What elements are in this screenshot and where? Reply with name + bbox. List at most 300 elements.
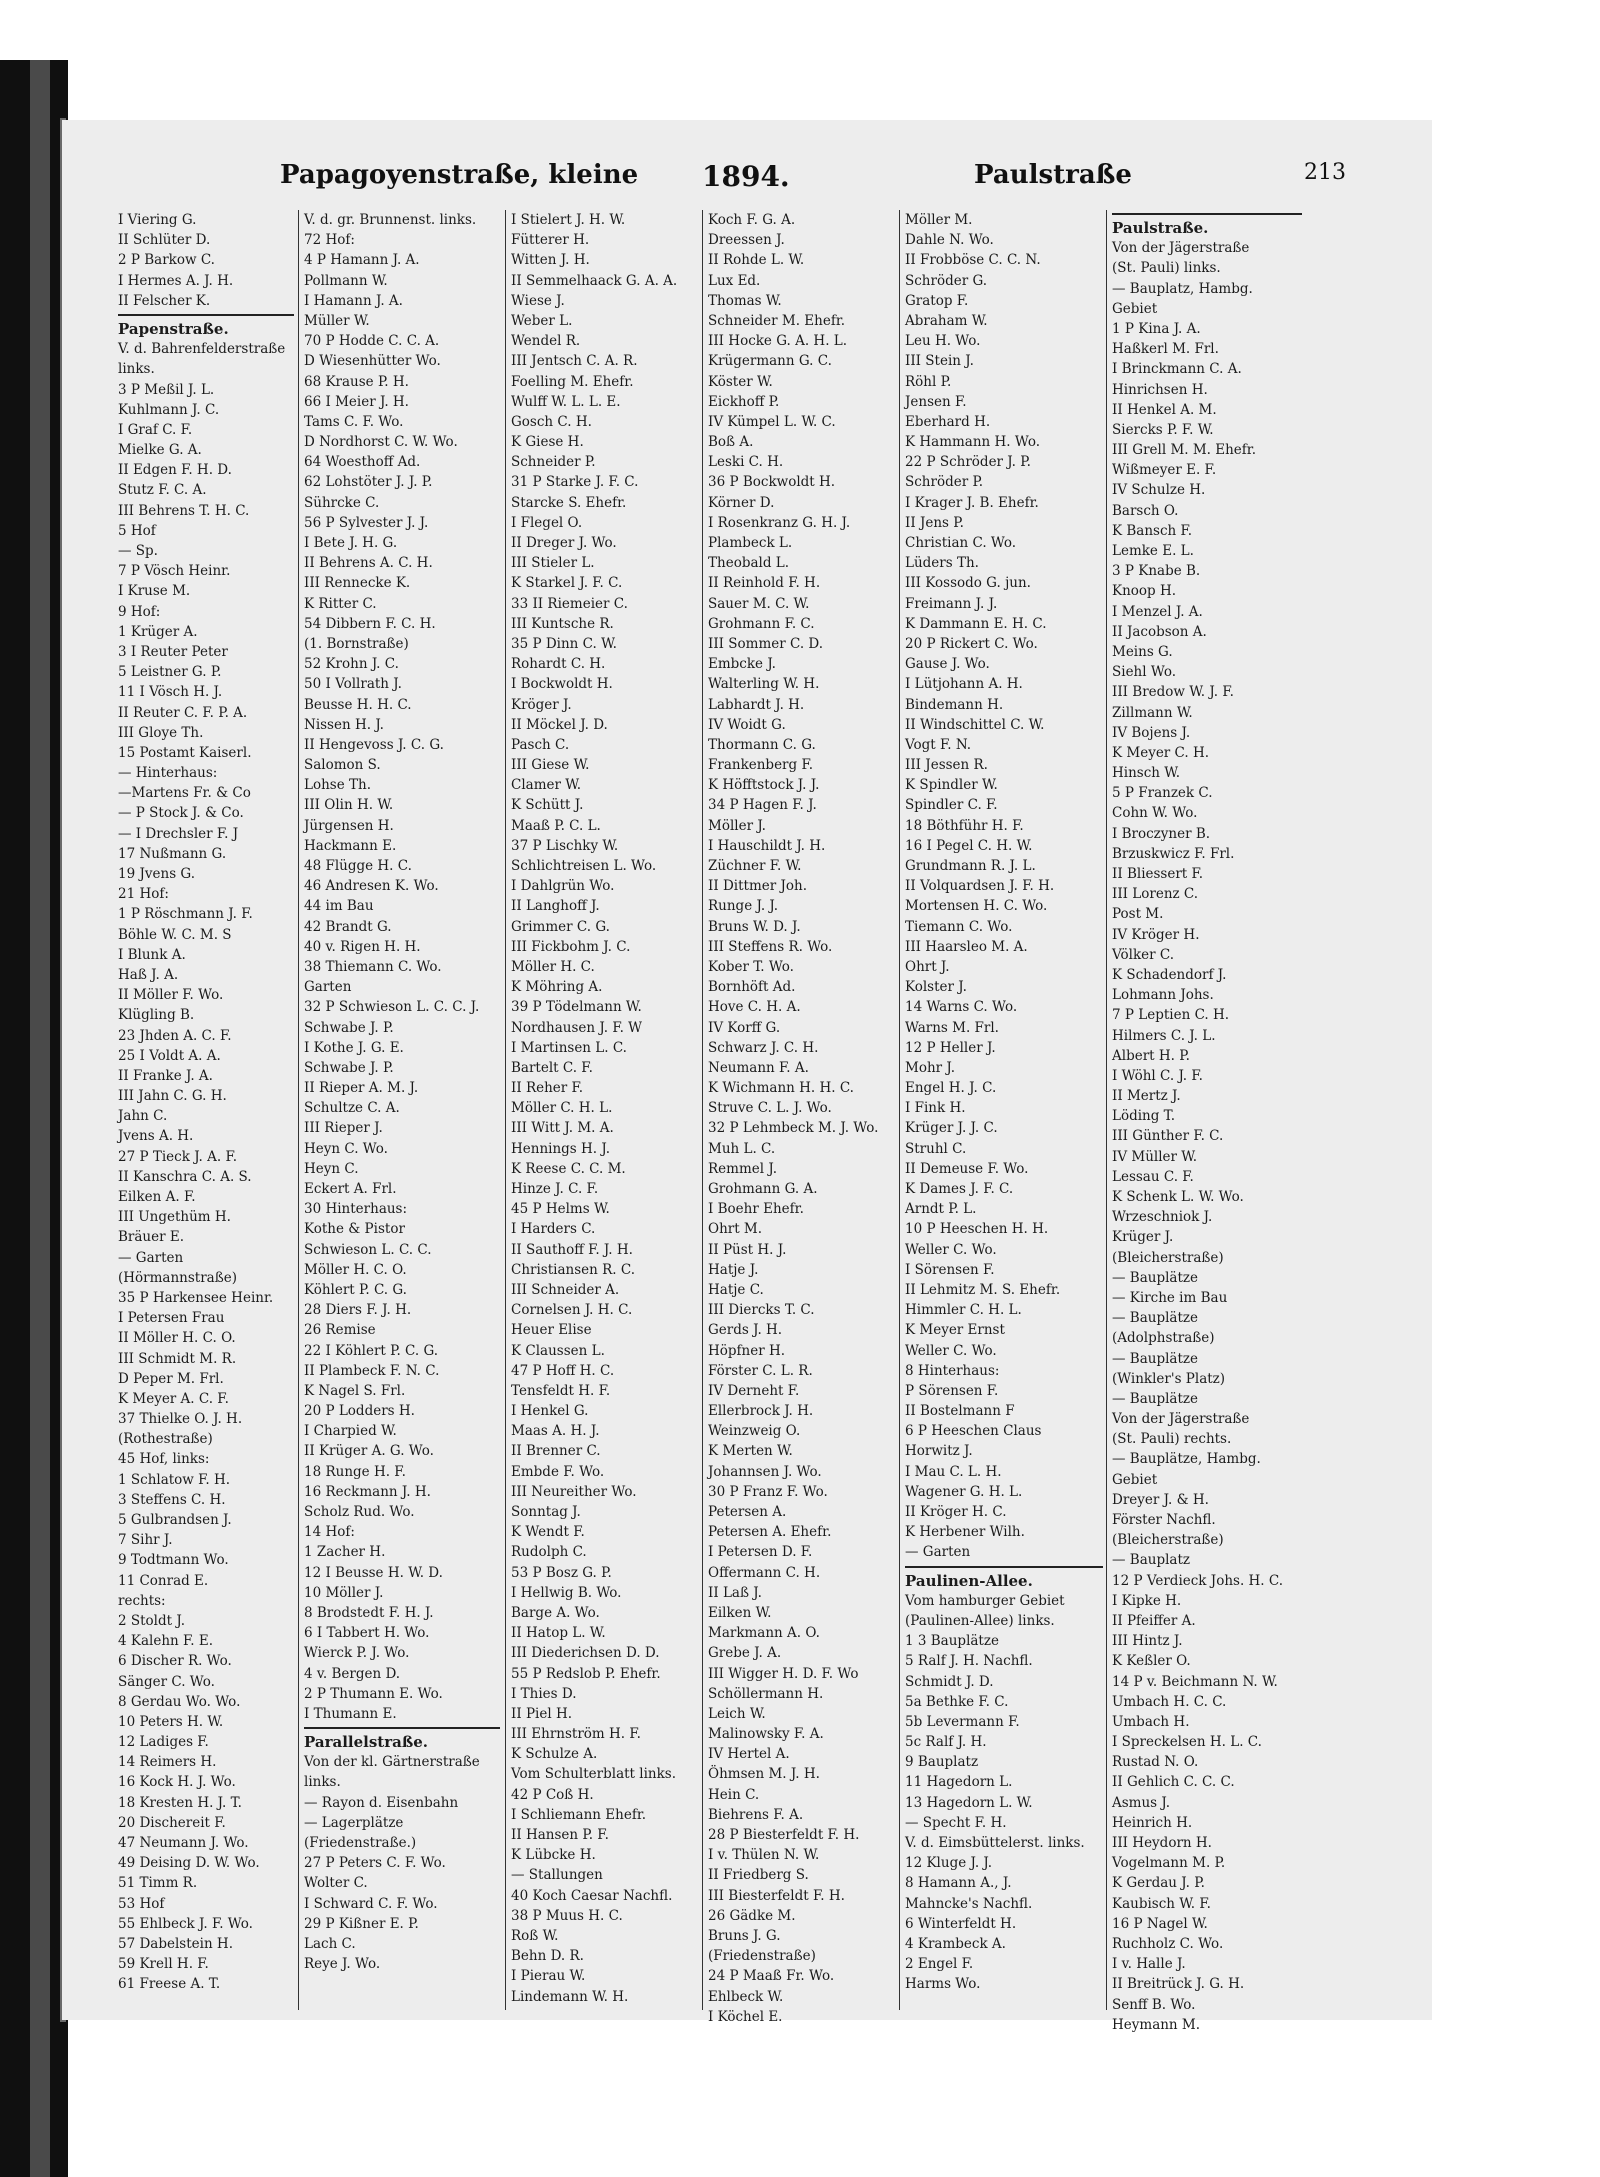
- directory-entry: (Rothestraße): [118, 1431, 213, 1448]
- directory-page: [62, 120, 1432, 2033]
- directory-entry: 42 P Coß H.: [511, 1786, 594, 1803]
- directory-entry: K Meyer A. C. F.: [118, 1390, 229, 1407]
- directory-entry: Offermann C. H.: [708, 1564, 821, 1581]
- scan-binding-inner: [30, 60, 50, 2177]
- directory-entry: II Dreger J. Wo.: [511, 535, 617, 551]
- directory-entry: Petersen A. Ehefr.: [708, 1524, 832, 1541]
- directory-entry: Kolster J.: [905, 979, 967, 996]
- directory-entry: — Bauplätze: [1112, 1390, 1198, 1407]
- directory-entry: II Reher F.: [511, 1080, 584, 1097]
- directory-entry: Bindemann H.: [905, 696, 1004, 713]
- directory-entry: II Bostelmann F: [905, 1403, 1015, 1420]
- directory-entry: II Semmelhaack G. A. A.: [511, 272, 678, 289]
- directory-entry: Eickhoff P.: [708, 393, 780, 410]
- directory-entry: I v. Halle J.: [1112, 1956, 1186, 1973]
- directory-entry: 16 I Pegel C. H. W.: [905, 837, 1033, 854]
- directory-entry: K Lübcke H.: [511, 1847, 596, 1864]
- directory-entry: Stutz F. C. A.: [118, 482, 207, 499]
- directory-entry: III Biesterfeldt F. H.: [708, 1887, 845, 1904]
- directory-entry: Völker C.: [1112, 946, 1175, 963]
- directory-entry: Clamer W.: [511, 777, 582, 794]
- directory-entry: 31 P Starke J. F. C.: [511, 474, 639, 491]
- directory-entry: Arndt P. L.: [905, 1201, 977, 1218]
- directory-entry: 42 Brandt G.: [304, 918, 392, 935]
- directory-entry: Krüger J.: [1112, 1229, 1174, 1246]
- directory-entry: Lindemann W. H.: [511, 1988, 629, 2005]
- column-rule-5: [1106, 210, 1107, 2010]
- directory-entry: Rustad N. O.: [1112, 1754, 1199, 1771]
- directory-entry: K Meyer C. H.: [1112, 744, 1210, 761]
- directory-entry: I Hamann J. A.: [304, 292, 403, 309]
- directory-entry: P Sörensen F.: [905, 1382, 999, 1399]
- directory-entry: I Spreckelsen H. L. C.: [1112, 1734, 1262, 1751]
- directory-entry: Krügermann G. C.: [708, 353, 832, 370]
- directory-entry: Albert H. P.: [1112, 1047, 1190, 1064]
- directory-entry: I Harders C.: [511, 1221, 596, 1238]
- directory-entry: 55 Ehlbeck J. F. Wo.: [118, 1915, 253, 1932]
- directory-entry: Koch F. G. A.: [708, 212, 796, 228]
- directory-entry: 26 Remise: [304, 1322, 376, 1339]
- directory-entry: Wiese J.: [511, 292, 565, 309]
- directory-entry: (Bleicherstraße): [1112, 1532, 1224, 1549]
- directory-entry: Jahn C.: [118, 1108, 168, 1125]
- directory-entry: Mortensen H. C. Wo.: [905, 898, 1048, 915]
- directory-entry: Barsch O.: [1112, 502, 1179, 519]
- directory-entry: Himmler C. H. L.: [905, 1302, 1022, 1319]
- directory-entry: III Lorenz C.: [1112, 886, 1199, 903]
- directory-entry: 5a Bethke F. C.: [905, 1693, 1009, 1710]
- directory-entry: III Kuntsche R.: [511, 615, 614, 632]
- directory-entry: Züchner F. W.: [708, 858, 802, 874]
- directory-entry: I Sörensen F.: [905, 1261, 995, 1278]
- directory-entry: 7 Sihr J.: [118, 1532, 173, 1549]
- directory-entry: II Sauthoff F. J. H.: [511, 1241, 633, 1258]
- directory-entry: II Reinhold F. H.: [708, 575, 821, 592]
- section-rule: [1112, 213, 1302, 215]
- directory-entry: I Bete J. H. G.: [304, 535, 398, 551]
- directory-entry: 18 Böthführ H. F.: [905, 817, 1024, 834]
- directory-entry: 49 Deising D. W. Wo.: [118, 1855, 260, 1872]
- directory-entry: Eberhard H.: [905, 413, 991, 430]
- scan-binding-edge: [0, 60, 68, 2177]
- directory-entry: 1 Schlatow F. H.: [118, 1471, 231, 1488]
- directory-entry: Siercks P. F. W.: [1112, 421, 1214, 438]
- directory-entry: II Lehmitz M. S. Ehefr.: [905, 1281, 1061, 1298]
- directory-entry: Leski C. H.: [708, 454, 784, 471]
- directory-entry: Hove C. H. A.: [708, 999, 801, 1016]
- directory-entry: 12 P Verdieck Johs. H. C.: [1112, 1572, 1284, 1589]
- directory-entry: Öhmsen M. J. H.: [708, 1766, 820, 1783]
- directory-entry: Ehlbeck W.: [708, 1988, 784, 2005]
- directory-entry: Muh L. C.: [708, 1140, 776, 1157]
- directory-entry: 62 Lohstöter J. J. P.: [304, 474, 433, 491]
- directory-entry: I Pierau W.: [511, 1968, 586, 1985]
- directory-entry: Ohrt M.: [708, 1221, 763, 1238]
- directory-entry: 6 Winterfeldt H.: [905, 1915, 1017, 1932]
- directory-entry: Bornhöft Ad.: [708, 979, 796, 996]
- directory-entry: 26 Gädke M.: [708, 1907, 796, 1924]
- directory-entry: Schöllermann H.: [708, 1685, 824, 1702]
- directory-entry: 12 P Heller J.: [905, 1039, 996, 1056]
- directory-entry: Haßkerl M. Frl.: [1112, 341, 1219, 358]
- directory-entry: Jürgensen H.: [304, 817, 394, 834]
- directory-entry: 8 Hamann A., J.: [905, 1875, 1012, 1892]
- directory-entry: 33 II Riemeier C.: [511, 595, 628, 612]
- directory-entry: 2 Stoldt J.: [118, 1612, 186, 1629]
- directory-entry: Grohmann F. C.: [708, 615, 815, 632]
- directory-entry: 1 Krüger A.: [118, 623, 198, 640]
- directory-entry: 14 Reimers H.: [118, 1754, 217, 1771]
- directory-entry: IV Schulze H.: [1112, 482, 1206, 499]
- directory-entry: Thormann C. G.: [708, 736, 816, 753]
- directory-entry: Hackmann E.: [304, 837, 397, 854]
- directory-entry: Schmidt J. D.: [905, 1673, 994, 1690]
- directory-entry: (St. Pauli) rechts.: [1112, 1431, 1232, 1448]
- directory-entry: 5 Gulbrandsen J.: [118, 1512, 232, 1528]
- directory-entry: I Hellwig B. Wo.: [511, 1584, 622, 1601]
- header-right-street: Paulstraße: [974, 160, 1132, 190]
- directory-entry: 23 Jhden A. C. F.: [118, 1027, 232, 1044]
- directory-entry: 1 Zacher H.: [304, 1544, 386, 1561]
- directory-entry: Klügling B.: [118, 1007, 195, 1024]
- directory-entry: Hatje C.: [708, 1281, 764, 1298]
- directory-entry: Möller M.: [905, 212, 973, 228]
- directory-entry: III Fickbohm J. C.: [511, 938, 631, 955]
- directory-entry: IV Woidt G.: [708, 716, 786, 733]
- directory-entry: Mielke G. A.: [118, 442, 202, 459]
- directory-entry: III Ungethüm H.: [118, 1209, 231, 1226]
- directory-entry: Sänger C. Wo.: [118, 1673, 215, 1690]
- directory-entry: 19 Jvens G.: [118, 866, 196, 882]
- directory-entry: II Kanschra C. A. S.: [118, 1168, 252, 1185]
- directory-entry: Höpfner H.: [708, 1342, 786, 1359]
- directory-entry: Heyn C. Wo.: [304, 1140, 388, 1157]
- directory-entry: Hennings H. J.: [511, 1140, 611, 1157]
- directory-entry: 66 I Meier J. H.: [304, 393, 409, 410]
- directory-entry: Barge A. Wo.: [511, 1604, 600, 1621]
- directory-entry: Möller H. C. O.: [304, 1261, 407, 1278]
- directory-entry: Lohmann Johs.: [1112, 987, 1214, 1004]
- directory-entry: 6 Discher R. Wo.: [118, 1653, 232, 1670]
- directory-entry: III Giese W.: [511, 757, 590, 774]
- directory-entry: K Dammann E. H. C.: [905, 615, 1047, 632]
- directory-entry: I Kipke H.: [1112, 1592, 1182, 1609]
- directory-entry: Löding T.: [1112, 1108, 1175, 1125]
- directory-entry: Embcke J.: [708, 656, 776, 673]
- directory-entry: Cornelsen J. H. C.: [511, 1302, 633, 1319]
- directory-entry: Hinsch W.: [1112, 765, 1181, 782]
- directory-entry: II Kröger H. C.: [905, 1504, 1007, 1520]
- street-heading: Papenstraße.: [118, 319, 229, 338]
- directory-entry: Remmel J.: [708, 1160, 778, 1177]
- directory-entry: 38 Thiemann C. Wo.: [304, 958, 442, 975]
- directory-entry: Struhl C.: [905, 1140, 967, 1157]
- directory-entry: Köhlert P. C. G.: [304, 1281, 407, 1298]
- directory-entry: V. d. Bahrenfelderstraße: [118, 341, 286, 358]
- directory-entry: Harms Wo.: [905, 1976, 981, 1993]
- directory-entry: Lohse Th.: [304, 777, 371, 794]
- directory-entry: 22 P Schröder J. P.: [905, 454, 1031, 471]
- directory-entry: 27 P Tieck J. A. F.: [118, 1148, 238, 1165]
- directory-entry: 56 P Sylvester J. J.: [304, 514, 429, 531]
- directory-entry: 38 P Muus H. C.: [511, 1907, 623, 1924]
- directory-entry: Runge J. J.: [708, 898, 779, 915]
- directory-entry: Sührcke C.: [304, 494, 380, 511]
- directory-entry: I Schliemann Ehefr.: [511, 1806, 647, 1823]
- directory-entry: Bruns W. D. J.: [708, 918, 801, 935]
- directory-entry: Gebiet: [1112, 300, 1158, 317]
- column-rule-4: [899, 210, 900, 2010]
- directory-entry: 3 P Knabe B.: [1112, 563, 1201, 580]
- directory-entry: K Hammann H. Wo.: [905, 434, 1041, 451]
- directory-entry: 22 I Köhlert P. C. G.: [304, 1342, 439, 1359]
- directory-entry: 36 P Bockwoldt H.: [708, 474, 836, 491]
- directory-entry: Tiemann C. Wo.: [905, 918, 1013, 935]
- directory-entry: 16 P Nagel W.: [1112, 1915, 1208, 1932]
- directory-entry: 30 Hinterhaus:: [304, 1201, 408, 1218]
- directory-entry: Wierck P. J. Wo.: [304, 1645, 410, 1662]
- directory-entry: 27 P Peters C. F. Wo.: [304, 1855, 446, 1872]
- directory-entry: Malinowsky F. A.: [708, 1726, 824, 1743]
- directory-entry: Kothe & Pistor: [304, 1221, 405, 1238]
- directory-entry: I Fink H.: [905, 1100, 966, 1117]
- directory-entry: 1 P Kina J. A.: [1112, 320, 1201, 337]
- directory-entry: Bartelt C. F.: [511, 1059, 593, 1076]
- directory-entry: K Keßler O.: [1112, 1653, 1191, 1670]
- street-heading: Parallelstraße.: [304, 1733, 429, 1752]
- directory-entry: Nordhausen J. F. W: [511, 1019, 643, 1036]
- directory-entry: II Rieper A. M. J.: [304, 1080, 419, 1097]
- directory-entry: Zillmann W.: [1112, 704, 1193, 721]
- directory-entry: Gerds J. H.: [708, 1322, 783, 1339]
- directory-entry: Embde F. Wo.: [511, 1463, 605, 1480]
- directory-entry: II Piel H.: [511, 1705, 573, 1722]
- directory-entry: (Paulinen-Allee) links.: [905, 1612, 1055, 1629]
- directory-entry: Umbach H.: [1112, 1713, 1190, 1730]
- directory-entry: 70 P Hodde C. C. A.: [304, 333, 440, 350]
- directory-entry: — Bauplätze: [1112, 1310, 1198, 1327]
- directory-entry: 5 Ralf J. H. Nachfl.: [905, 1653, 1033, 1670]
- directory-entry: II Plambeck F. N. C.: [304, 1362, 440, 1379]
- directory-entry: 24 P Maaß Fr. Wo.: [708, 1968, 835, 1985]
- directory-entry: 30 P Franz F. Wo.: [708, 1483, 828, 1500]
- directory-entry: 14 Hof:: [304, 1524, 355, 1541]
- directory-entry: K Herbener Wilh.: [905, 1524, 1025, 1541]
- directory-entry: I Schward C. F. Wo.: [304, 1895, 438, 1912]
- directory-entry: (Winkler's Platz): [1112, 1370, 1226, 1387]
- directory-entry: Plambeck L.: [708, 535, 793, 551]
- directory-entry: Beusse H. H. C.: [304, 696, 412, 713]
- directory-entry: 9 Bauplatz: [905, 1754, 979, 1771]
- directory-entry: I Brinckmann C. A.: [1112, 361, 1242, 378]
- directory-entry: Senff B. Wo.: [1112, 1996, 1196, 2013]
- directory-entry: Cohn W. Wo.: [1112, 805, 1198, 822]
- directory-entry: Hein C.: [708, 1786, 760, 1803]
- directory-entry: 2 P Barkow C.: [118, 252, 215, 269]
- directory-entry: 50 I Vollrath J.: [304, 676, 402, 693]
- directory-entry: Rohardt C. H.: [511, 656, 606, 673]
- directory-entry: Sonntag J.: [511, 1504, 581, 1520]
- directory-entry: 6 P Heeschen Claus: [905, 1423, 1042, 1440]
- directory-entry: Witten J. H.: [511, 252, 590, 269]
- directory-entry: III Diercks T. C.: [708, 1302, 815, 1319]
- directory-entry: III Witt J. M. A.: [511, 1120, 614, 1137]
- directory-entry: IV Hertel A.: [708, 1746, 790, 1763]
- directory-entry: K Schulze A.: [511, 1746, 598, 1763]
- directory-entry: Böhle W. C. M. S: [118, 926, 232, 943]
- directory-entry: 34 P Hagen F. J.: [708, 797, 817, 814]
- directory-entry: — Bauplätze, Hambg.: [1112, 1451, 1261, 1468]
- directory-entry: Ruchholz C. Wo.: [1112, 1935, 1224, 1952]
- directory-entry: 29 P Kißner E. P.: [304, 1915, 419, 1932]
- directory-entry: Körner D.: [708, 494, 775, 511]
- directory-entry: 47 P Hoff H. C.: [511, 1362, 615, 1379]
- directory-entry: 11 I Vösch H. J.: [118, 684, 223, 701]
- directory-entry: 35 P Dinn C. W.: [511, 635, 617, 652]
- directory-entry: II Friedberg S.: [708, 1867, 809, 1884]
- directory-entry: — I Drechsler F. J: [118, 825, 239, 842]
- directory-entry: 16 Kock H. J. Wo.: [118, 1774, 236, 1791]
- directory-entry: K Gerdau J. P.: [1112, 1875, 1205, 1892]
- directory-entry: IV Kröger H.: [1112, 926, 1200, 943]
- directory-entry: III Jentsch C. A. R.: [511, 353, 638, 370]
- directory-entry: 12 Kluge J. J.: [905, 1855, 993, 1872]
- directory-entry: K Meyer Ernst: [905, 1322, 1005, 1339]
- directory-entry: II Reuter C. F. P. A.: [118, 704, 248, 721]
- directory-entry: III Rennecke K.: [304, 575, 411, 592]
- directory-entry: 9 Hof:: [118, 603, 161, 620]
- directory-entry: Jvens A. H.: [118, 1128, 194, 1145]
- directory-entry: Sauer M. C. W.: [708, 595, 810, 612]
- directory-entry: Tams C. F. Wo.: [304, 413, 404, 430]
- directory-entry: III Schneider A.: [511, 1281, 620, 1298]
- directory-entry: II Franke J. A.: [118, 1067, 213, 1084]
- directory-entry: I Thies D.: [511, 1685, 577, 1702]
- directory-entry: — Specht F. H.: [905, 1814, 1007, 1831]
- directory-entry: Von der Jägerstraße: [1112, 240, 1250, 257]
- directory-entry: IV Korff G.: [708, 1019, 781, 1036]
- directory-entry: Dahle N. Wo.: [905, 232, 994, 249]
- directory-entry: — Bauplätze: [1112, 1350, 1198, 1367]
- directory-entry: 59 Krell H. F.: [118, 1956, 209, 1973]
- directory-entry: Frankenberg F.: [708, 757, 814, 774]
- directory-entry: K Wichmann H. H. C.: [708, 1080, 854, 1097]
- directory-entry: Hinze J. C. F.: [511, 1181, 599, 1197]
- directory-entry: 4 P Hamann J. A.: [304, 252, 420, 269]
- column-rule-1: [298, 210, 299, 2010]
- directory-entry: 14 Warns C. Wo.: [905, 999, 1018, 1016]
- directory-entry: III Schmidt M. R.: [118, 1350, 237, 1367]
- directory-entry: Horwitz J.: [905, 1443, 973, 1460]
- directory-entry: I Stielert J. H. W.: [511, 212, 626, 228]
- directory-entry: Pasch C.: [511, 736, 570, 753]
- directory-entry: Vogt F. N.: [905, 736, 972, 753]
- directory-entry: II Möller H. C. O.: [118, 1330, 236, 1347]
- directory-entry: 37 Thielke O. J. H.: [118, 1411, 243, 1428]
- directory-entry: II Breitrück J. G. H.: [1112, 1976, 1245, 1993]
- directory-entry: Wißmeyer E. F.: [1112, 462, 1217, 479]
- directory-entry: K Möhring A.: [511, 979, 603, 996]
- directory-entry: Roß W.: [511, 1927, 559, 1944]
- directory-entry: Eilken W.: [708, 1604, 772, 1621]
- directory-entry: Lach C.: [304, 1935, 356, 1952]
- directory-entry: Asmus J.: [1112, 1794, 1171, 1811]
- directory-entry: I Menzel J. A.: [1112, 603, 1203, 620]
- directory-entry: I Broczyner B.: [1112, 825, 1211, 842]
- directory-entry: I Henkel G.: [511, 1403, 589, 1420]
- directory-entry: II Demeuse F. Wo.: [905, 1160, 1029, 1177]
- directory-entry: 5 P Franzek C.: [1112, 785, 1213, 802]
- directory-entry: 10 Peters H. W.: [118, 1713, 224, 1730]
- directory-entry: IV Derneht F.: [708, 1382, 800, 1399]
- directory-entry: 5 Leistner G. P.: [118, 664, 222, 681]
- directory-entry: Neumann F. A.: [708, 1059, 809, 1076]
- directory-entry: 3 P Meßil J. L.: [118, 381, 215, 398]
- header-left-street: Papagoyenstraße, kleine: [280, 160, 639, 190]
- directory-entry: Vom hamburger Gebiet: [905, 1592, 1065, 1609]
- directory-entry: Post M.: [1112, 906, 1164, 923]
- directory-entry: I Hermes A. J. H.: [118, 272, 234, 289]
- directory-entry: Maas A. H. J.: [511, 1423, 600, 1440]
- directory-entry: Nissen H. J.: [304, 716, 384, 733]
- directory-entry: Bräuer E.: [118, 1229, 184, 1246]
- directory-entry: Von der Jägerstraße: [1112, 1411, 1250, 1428]
- directory-entry: 8 Gerdau Wo. Wo.: [118, 1693, 241, 1710]
- directory-entry: III Diederichsen D. D.: [511, 1645, 660, 1662]
- directory-entry: Von der kl. Gärtnerstraße: [304, 1754, 480, 1771]
- directory-entry: Kuhlmann J. C.: [118, 401, 220, 418]
- directory-entry: III Sommer C. D.: [708, 635, 824, 652]
- directory-entry: (Friedenstraße): [708, 1948, 816, 1965]
- directory-entry: I Kruse M.: [118, 583, 191, 600]
- directory-entry: Heymann M.: [1112, 2016, 1201, 2033]
- directory-entry: 28 P Biesterfeldt F. H.: [708, 1827, 860, 1843]
- directory-entry: Markmann A. O.: [708, 1625, 820, 1642]
- directory-entry: II Brenner C.: [511, 1443, 601, 1460]
- directory-entry: I Charpied W.: [304, 1423, 397, 1440]
- directory-entry: Spindler C. F.: [905, 797, 998, 814]
- directory-entry: links.: [118, 361, 155, 378]
- directory-entry: Christian C. Wo.: [905, 535, 1017, 551]
- directory-entry: Boß A.: [708, 434, 754, 451]
- directory-entry: 12 Ladiges F.: [118, 1734, 209, 1751]
- directory-entry: Ohrt J.: [905, 958, 950, 975]
- directory-entry: 68 Krause P. H.: [304, 373, 409, 390]
- directory-entry: Möller H. C.: [511, 958, 595, 975]
- directory-entry: II Schlüter D.: [118, 232, 211, 249]
- directory-entry: III Stieler L.: [511, 555, 595, 572]
- directory-entry: K Claussen L.: [511, 1342, 605, 1359]
- directory-entry: Salomon S.: [304, 757, 381, 774]
- directory-entry: III Behrens T. H. C.: [118, 502, 250, 519]
- directory-entry: 9 Todtmann Wo.: [118, 1552, 229, 1569]
- directory-entry: Maaß P. C. L.: [511, 817, 601, 834]
- directory-entry: 20 P Lodders H.: [304, 1403, 415, 1420]
- directory-entry: Vom Schulterblatt links.: [511, 1766, 676, 1783]
- directory-entry: Knoop H.: [1112, 583, 1177, 600]
- directory-entry: Heyn C.: [304, 1160, 359, 1177]
- directory-entry: D Peper M. Frl.: [118, 1370, 224, 1387]
- directory-entry: Thomas W.: [708, 292, 782, 309]
- directory-entry: I Martinsen L. C.: [511, 1039, 627, 1056]
- directory-entry: — Kirche im Bau: [1112, 1289, 1228, 1306]
- directory-entry: I Bockwoldt H.: [511, 676, 613, 693]
- directory-entry: — Rayon d. Eisenbahn: [304, 1794, 459, 1811]
- directory-entry: Behn D. R.: [511, 1948, 584, 1965]
- directory-entry: Weller C. Wo.: [905, 1342, 997, 1359]
- section-rule: [118, 314, 294, 316]
- directory-entry: 3 I Reuter Peter: [118, 643, 228, 660]
